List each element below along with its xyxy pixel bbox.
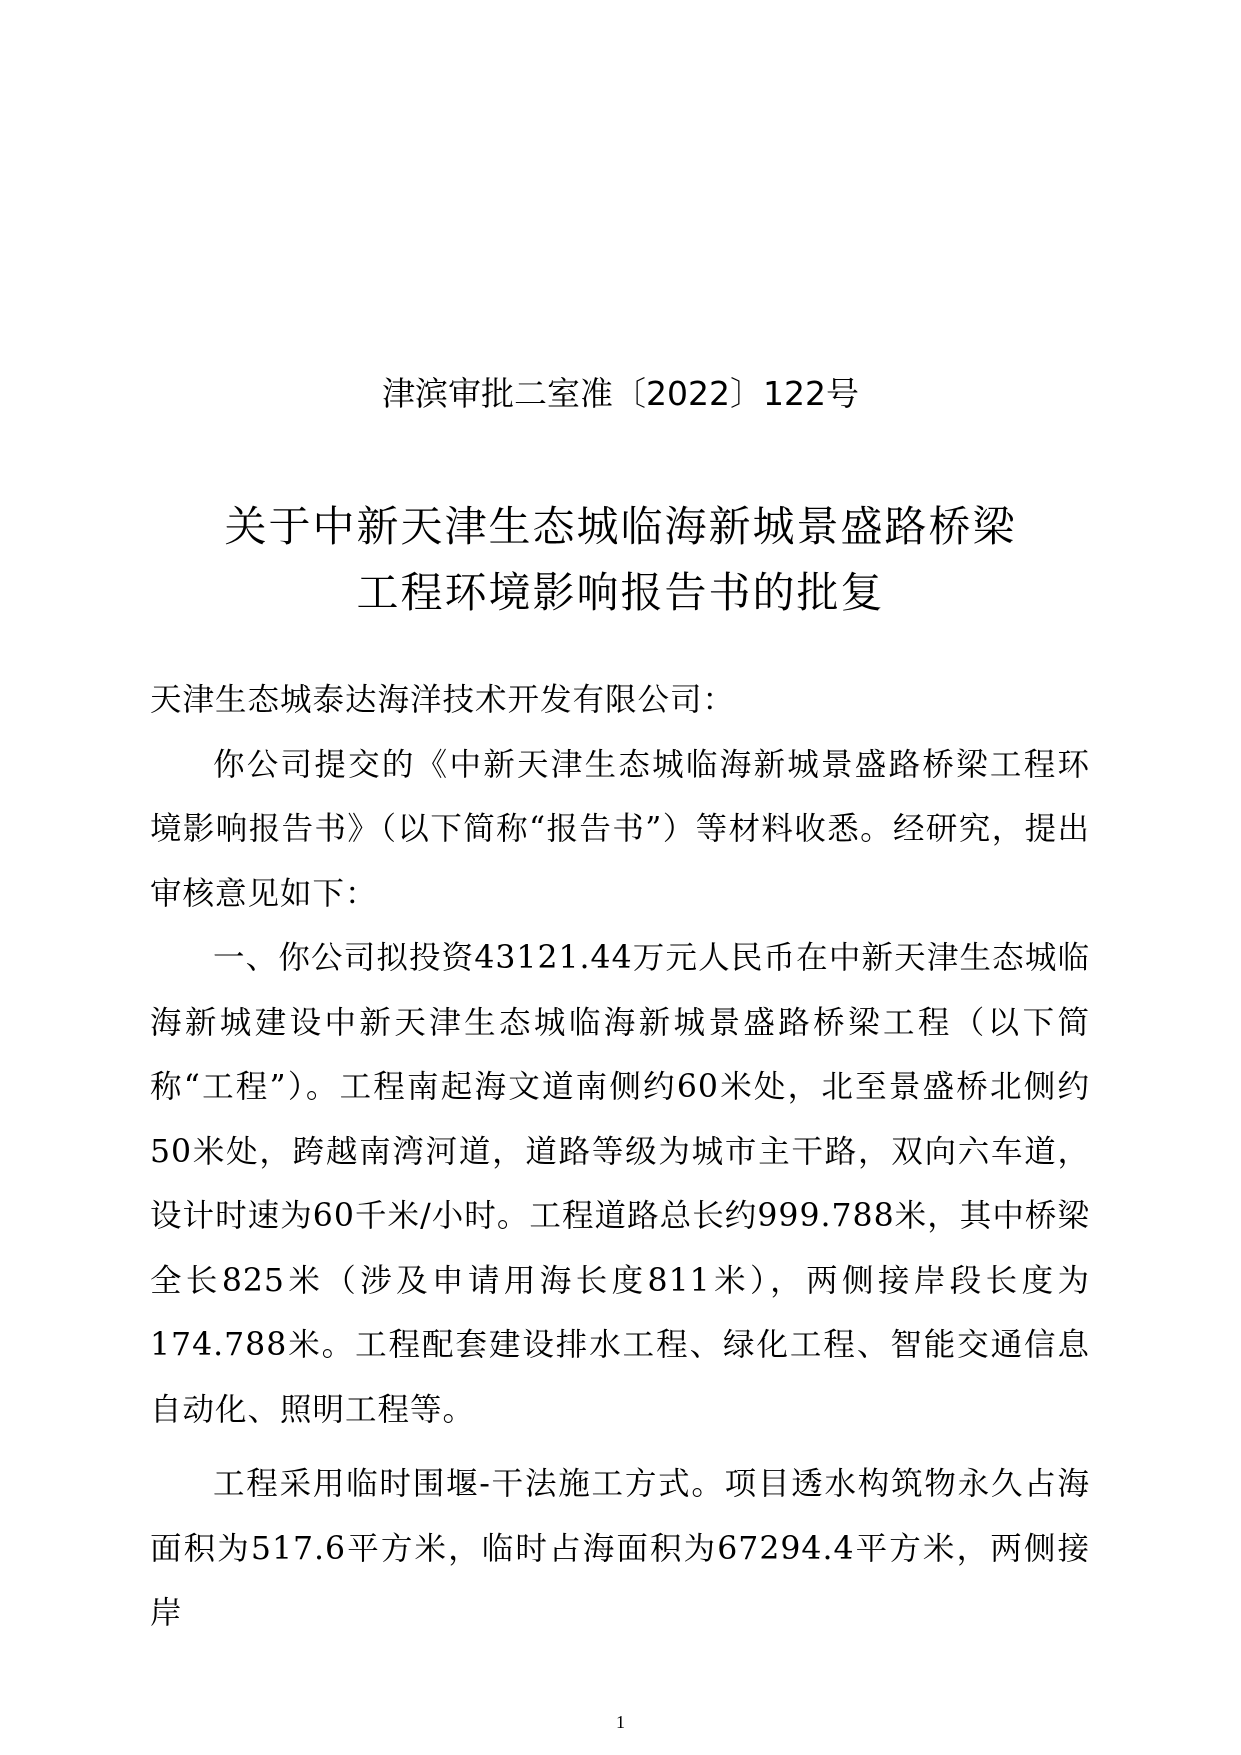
document-body bbox=[150, 668, 1090, 1646]
title-line-2: 工程环境影响报告书的批复 bbox=[356, 568, 885, 617]
page-number: 1 bbox=[616, 1712, 625, 1732]
title-line-1: 关于中新天津生态城临海新城景盛路桥梁 bbox=[224, 502, 1017, 551]
paragraph-intro: 你公司提交的《中新天津生态城临海新城景盛路桥梁工程环境影响报告书》（以下简称“报告书”）等材料收悉。经研究，提出审核意见如下： bbox=[150, 746, 1090, 912]
document-number: 津滨审批二室准〔2022〕122号 bbox=[382, 374, 859, 413]
paragraph-construction-method: 工程采用临时围堰-干法施工方式。项目透水构筑物永久占海面积为517.6平方米，临时占海面积为67294.4平方米，两侧接岸 bbox=[150, 1466, 1090, 1631]
paragraph-project-overview: 一、你公司拟投资43121.44万元人民币在中新天津生态城临海新城建设中新天津生态城临海新城景盛路桥梁工程（以下简称“工程”）。工程南起海文道南侧约60米处，北至景盛桥北侧约50米处，跨越南湾河道，道路等级为城市主干路，双向六车道，设计时速为60千米/小时。工程道路总长约999.788米，其中桥梁全长825米（涉及申请用海长度811米），两侧接岸段长度为174.788米。工程配套建设排水工程、绿化工程、智能交通信息自动化、照明工程等。 bbox=[150, 940, 1091, 1428]
addressee: 天津生态城泰达海洋技术开发有限公司： bbox=[150, 682, 736, 718]
document-title bbox=[0, 494, 1241, 626]
